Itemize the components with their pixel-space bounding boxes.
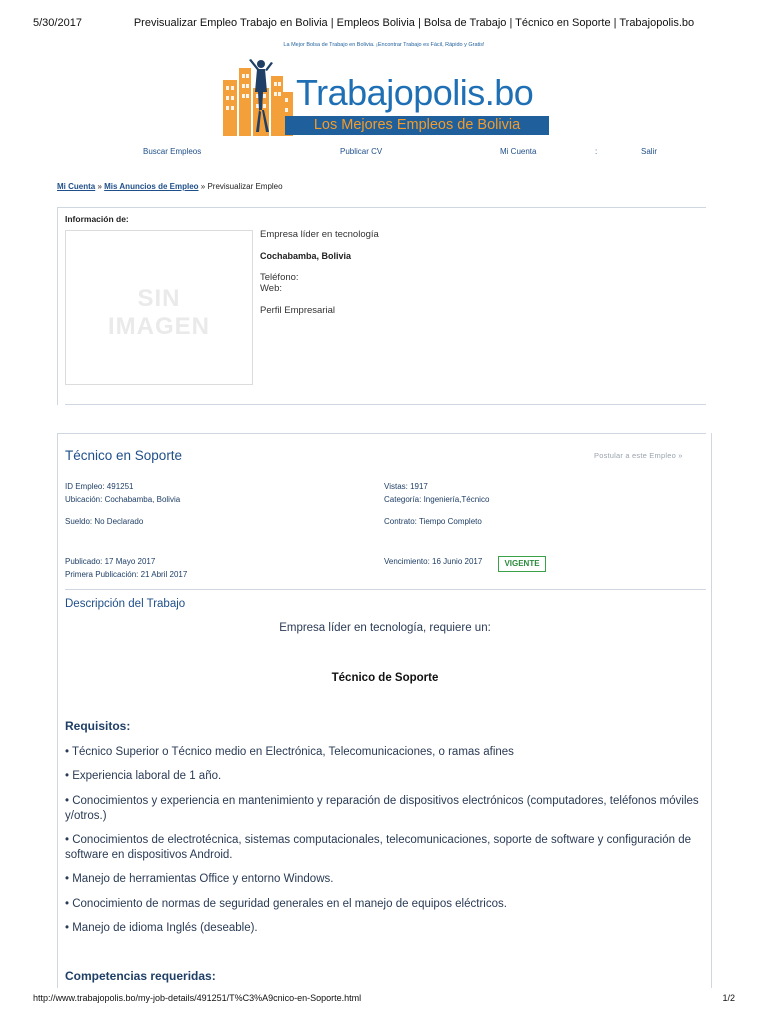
divider (57, 207, 58, 405)
job-expires: Vencimiento: 16 Junio 2017 (384, 557, 483, 566)
company-logo-placeholder (65, 230, 253, 385)
print-header (33, 17, 735, 33)
requirement-item: • Manejo de idioma Inglés (deseable). (65, 922, 258, 934)
competencies-heading: Competencias requeridas: (65, 969, 216, 983)
breadcrumb-separator: » (198, 182, 208, 191)
description-intro: Empresa líder en tecnología, requiere un: (279, 622, 491, 634)
divider (65, 404, 706, 405)
print-title: Previsualizar Empleo Trabajo en Bolivia | Empleos Bolivia | Bolsa de Trabajo | Técnico en Soporte | Trabajopolis.bo (133, 17, 695, 29)
job-contract: Contrato: Tiempo Completo (384, 517, 482, 526)
company-phone: Teléfono: (260, 272, 299, 283)
requirement-item: • Conocimiento de normas de seguridad generales en el manejo de equipos eléctricos. (65, 898, 507, 910)
divider (57, 207, 706, 208)
nav-separator: : (595, 147, 598, 156)
company-name: Empresa líder en tecnología (260, 229, 379, 240)
job-first-published: Primera Publicación: 21 Abril 2017 (65, 570, 188, 579)
breadcrumb-mi-cuenta[interactable]: Mi Cuenta (57, 182, 96, 191)
divider (57, 433, 706, 434)
breadcrumb-mis-anuncios[interactable]: Mis Anuncios de Empleo (104, 182, 199, 191)
company-info-label: Información de: (65, 214, 129, 224)
job-published: Publicado: 17 Mayo 2017 (65, 557, 156, 566)
job-location: Ubicación: Cochabamba, Bolivia (65, 495, 181, 504)
job-title: Técnico en Soporte (65, 448, 183, 463)
status-badge: VIGENTE (498, 556, 546, 572)
nav-salir[interactable]: Salir (641, 147, 658, 156)
job-views: Vistas: 1917 (384, 482, 428, 491)
city-skyline-icon (221, 58, 295, 136)
no-image-text: SIN (137, 285, 181, 312)
divider (65, 589, 706, 590)
divider (711, 433, 712, 988)
company-location: Cochabamba, Bolivia (260, 251, 352, 261)
requirement-item: • Técnico Superior o Técnico medio en Electrónica, Telecomunicaciones, o ramas afines (65, 746, 514, 758)
job-category: Categoría: Ingeniería,Técnico (384, 495, 490, 504)
breadcrumb-separator: » (95, 182, 105, 191)
logo-name: Trabajopolis.bo (296, 72, 534, 113)
breadcrumb-current: Previsualizar Empleo (207, 182, 283, 191)
description-heading: Descripción del Trabajo (65, 598, 186, 610)
site-tagline: La Mejor Bolsa de Trabajo en Bolivia. ¡Encontrar Trabajo es Fácil, Rápido y Gratis! (283, 42, 485, 48)
print-page-number: 1/2 (722, 993, 735, 1003)
requirements-heading: Requisitos: (65, 719, 131, 733)
requirement-item: • Experiencia laboral de 1 año. (65, 770, 222, 782)
requirement-item: • Conocimientos de electrotécnica, sistemas computacionales, telecomunicaciones, soporte de software y configuración de software en dispositivos Android. (65, 834, 691, 861)
divider (57, 433, 58, 988)
no-image-text: IMAGEN (108, 313, 210, 340)
breadcrumb (57, 182, 283, 191)
description-position: Técnico de Soporte (331, 672, 439, 684)
job-salary: Sueldo: No Declarado (65, 517, 144, 526)
requirement-item: • Manejo de herramientas Office y entorno Windows. (65, 873, 334, 885)
logo-slogan: Los Mejores Empleos de Bolivia (285, 116, 549, 135)
print-url: http://www.trabajopolis.bo/my-job-details/491251/T%C3%A9cnico-en-Soporte.html (33, 993, 362, 1003)
nav-publicar-cv[interactable]: Publicar CV (340, 147, 383, 156)
company-profile-link[interactable]: Perfil Empresarial (260, 305, 335, 316)
apply-link[interactable]: Postular a este Empleo » (594, 451, 683, 460)
nav-mi-cuenta[interactable]: Mi Cuenta (500, 147, 537, 156)
nav-buscar-empleos[interactable]: Buscar Empleos (143, 147, 202, 156)
print-date: 5/30/2017 (33, 17, 82, 29)
requirement-item: • Conocimientos y experiencia en mantenimiento y reparación de dispositivos electrónicos (computadores, teléfonos móviles y/otros.) (65, 795, 699, 822)
site-logo[interactable] (221, 58, 549, 138)
company-web: Web: (260, 283, 283, 294)
job-id: ID Empleo: 491251 (65, 482, 134, 491)
